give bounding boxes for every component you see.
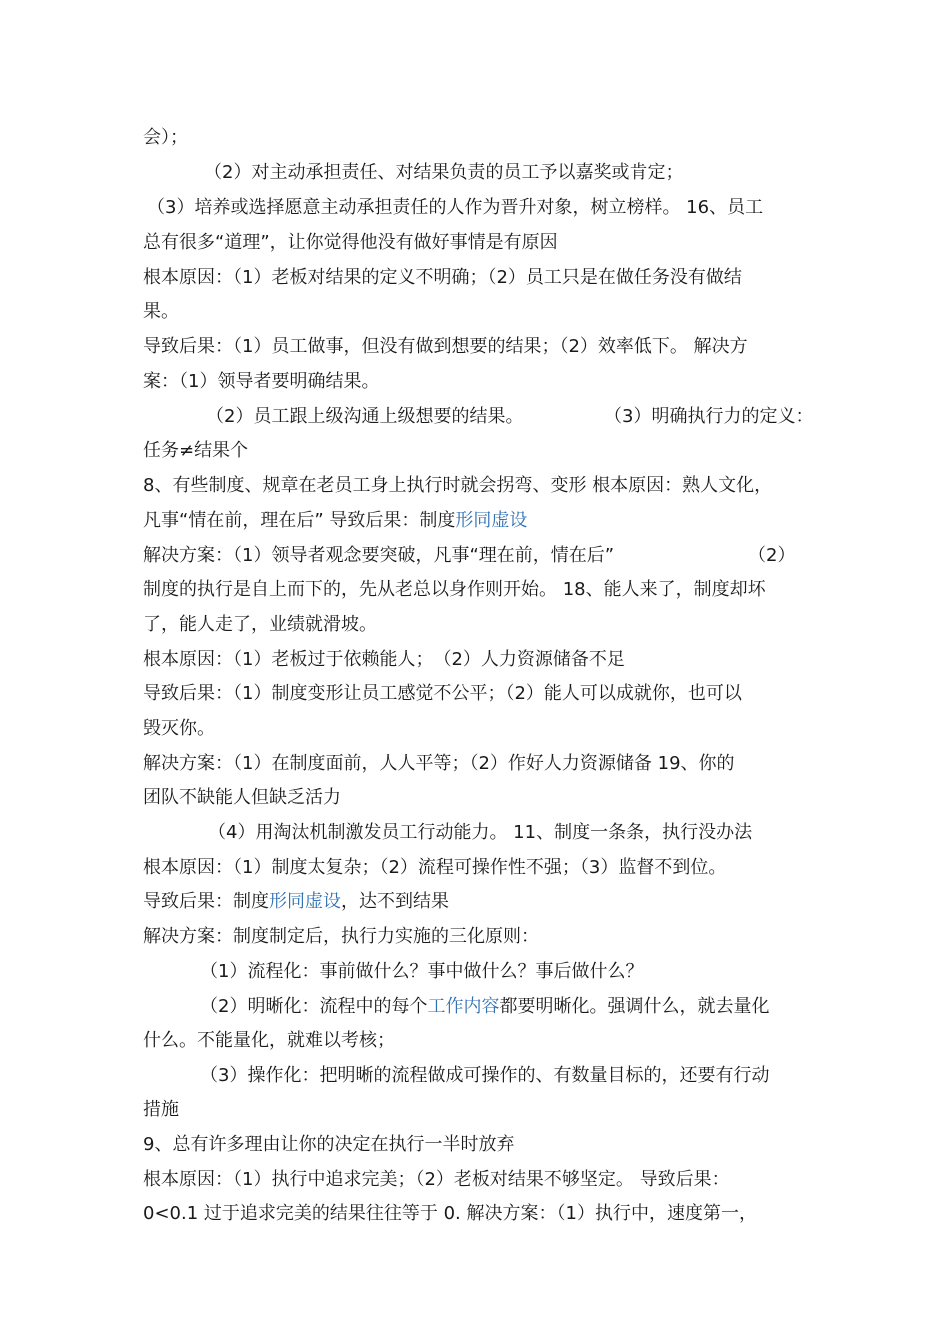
text-line: 任务≠结果个: [143, 440, 249, 461]
text-line: 案：（1）领导者要明确结果。: [143, 371, 380, 392]
text-line: 导致后果：（1）制度变形让员工感觉不公平；（2）能人可以成就你，也可以: [143, 683, 742, 704]
text-line: 毁灭你。: [143, 718, 215, 739]
text-line: 解决方案：（1）领导者观念要突破，凡事“理在前，情在后”: [143, 545, 615, 566]
text-segment: 导致后果：制度: [143, 891, 269, 912]
text-line: [200, 995, 769, 1019]
text-line: 了，能人走了，业绩就滑坡。: [143, 614, 377, 635]
text-segment: 凡事“情在前，理在后” 导致后果：制度: [143, 510, 456, 531]
text-segment: ，达不到结果: [341, 891, 449, 912]
text-line: [143, 509, 527, 533]
text-line: 根本原因：（1）老板过于依赖能人； （2）人力资源储备不足: [143, 649, 625, 670]
text-line: 措施: [143, 1099, 179, 1120]
text-segment: 都要明晰化。强调什么，就去量化: [499, 996, 770, 1017]
text-line: 什么。不能量化，就难以考核；: [143, 1030, 395, 1051]
text-line: （2）员工跟上级沟通上级想要的结果。: [206, 406, 524, 427]
text-line: 果。: [143, 301, 179, 322]
keyword-link[interactable]: 形同虚设: [269, 891, 341, 912]
text-line: [143, 890, 449, 914]
text-line: 导致后果：（1）员工做事，但没有做到想要的结果；（2）效率低下。 解决方: [143, 336, 748, 357]
text-line: （3）明确执行力的定义：: [604, 406, 814, 427]
text-line: （4）用淘汰机制激发员工行动能力。 11、制度一条条，执行没办法: [208, 822, 753, 843]
text-line: （1）流程化：事前做什么？事中做什么？事后做什么？: [200, 961, 644, 982]
text-line: （3）培养或选择愿意主动承担责任的人作为晋升对象，树立榜样。 16、员工: [147, 197, 764, 218]
text-line: 解决方案：制度制定后，执行力实施的三化原则：: [143, 926, 539, 947]
text-line: 解决方案：（1）在制度面前，人人平等；（2）作好人力资源储备 19、你的: [143, 753, 735, 774]
keyword-link[interactable]: 工作内容: [427, 996, 500, 1017]
text-segment: （2）明晰化：流程中的每个: [200, 996, 428, 1017]
text-line: （2）: [748, 545, 796, 566]
text-line: 团队不缺能人但缺乏活力: [143, 787, 341, 808]
text-line: 0<0.1 过于追求完美的结果往往等于 0. 解决方案：（1）执行中，速度第一，: [143, 1203, 757, 1224]
text-line: 制度的执行是自上而下的，先从老总以身作则开始。 18、能人来了，制度却坏: [143, 579, 766, 600]
text-line: 会）；: [143, 127, 188, 148]
text-line: （3）操作化：把明晰的流程做成可操作的、有数量目标的，还要有行动: [200, 1065, 770, 1086]
text-line: 9、总有许多理由让你的决定在执行一半时放弃: [143, 1134, 515, 1155]
text-line: 根本原因：（1）执行中追求完美；（2）老板对结果不够坚定。 导致后果：: [143, 1169, 730, 1190]
keyword-link[interactable]: 形同虚设: [455, 510, 528, 531]
text-line: 8、有些制度、规章在老员工身上执行时就会拐弯、变形 根本原因：熟人文化，: [143, 475, 773, 496]
text-line: 根本原因：（1）制度太复杂；（2）流程可操作性不强；（3）监督不到位。: [143, 857, 727, 878]
text-line: （2）对主动承担责任、对结果负责的员工予以嘉奖或肯定；: [204, 162, 684, 183]
text-line: 根本原因：（1）老板对结果的定义不明确；（2）员工只是在做任务没有做结: [143, 267, 742, 288]
text-line: 总有很多“道理”，让你觉得他没有做好事情是有原因: [143, 232, 558, 253]
